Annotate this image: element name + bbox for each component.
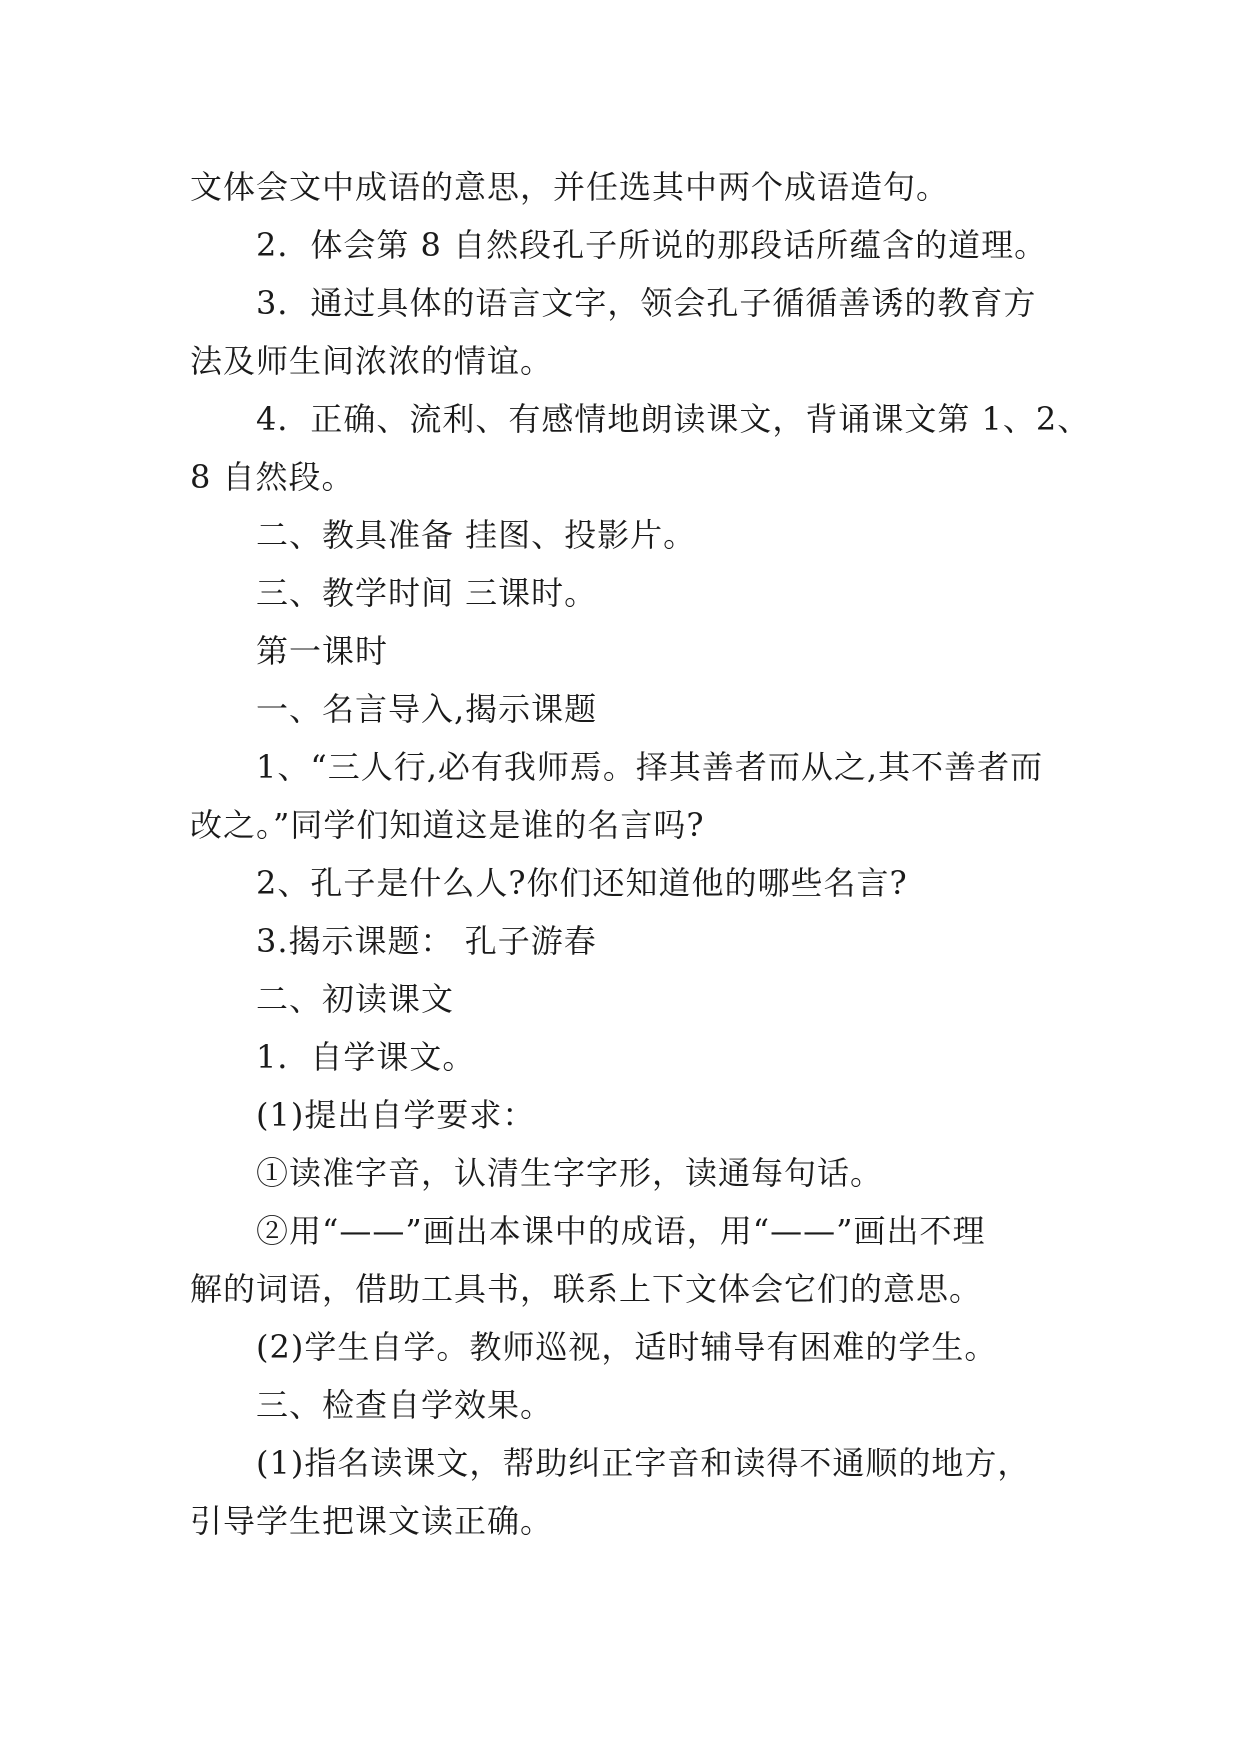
text-line: 解的词语，借助工具书，联系上下文体会它们的意思。 xyxy=(190,1270,983,1308)
section-heading: 一、名言导入,揭示课题 xyxy=(256,690,598,728)
text-line: 3．通过具体的语言文字，领会孔子循循善诱的教育方 xyxy=(256,284,1037,322)
document-body xyxy=(190,158,1091,1550)
section-heading: 二、初读课文 xyxy=(256,980,455,1018)
text-line: ①读准字音，认清生字字形，读通每句话。 xyxy=(256,1154,884,1192)
section-heading: 二、教具准备 挂图、投影片。 xyxy=(256,516,697,554)
lesson-heading: 第一课时 xyxy=(256,632,389,670)
section-heading: 三、检查自学效果。 xyxy=(256,1386,554,1424)
text-line: 2．体会第 8 自然段孔子所说的那段话所蕴含的道理。 xyxy=(256,226,1048,264)
text-line: 法及师生间浓浓的情谊。 xyxy=(190,342,554,380)
text-line: 3.揭示课题： 孔子游春 xyxy=(256,922,597,960)
text-line: 8 自然段。 xyxy=(190,458,355,496)
text-line: ②用“——”画出本课中的成语，用“——”画出不理 xyxy=(256,1212,986,1250)
section-heading: 三、教学时间 三课时。 xyxy=(256,574,598,612)
text-line: 改之。”同学们知道这是谁的名言吗? xyxy=(190,806,705,844)
text-line: (1)提出自学要求： xyxy=(256,1096,536,1134)
text-line: 2、孔子是什么人?你们还知道他的哪些名言? xyxy=(256,864,908,902)
text-line: 1．自学课文。 xyxy=(256,1038,476,1076)
text-line: (2)学生自学。教师巡视，适时辅导有困难的学生。 xyxy=(256,1328,998,1366)
text-line: 引导学生把课文读正确。 xyxy=(190,1502,554,1540)
text-line: 1、“三人行,必有我师焉。择其善者而从之,其不善者而 xyxy=(256,748,1044,786)
text-line: (1)指名读课文，帮助纠正字音和读得不通顺的地方， xyxy=(256,1444,1031,1482)
text-line: 文体会文中成语的意思，并任选其中两个成语造句。 xyxy=(190,168,950,206)
text-line: 4．正确、流利、有感情地朗读课文，背诵课文第 1、2、 xyxy=(256,400,1091,438)
